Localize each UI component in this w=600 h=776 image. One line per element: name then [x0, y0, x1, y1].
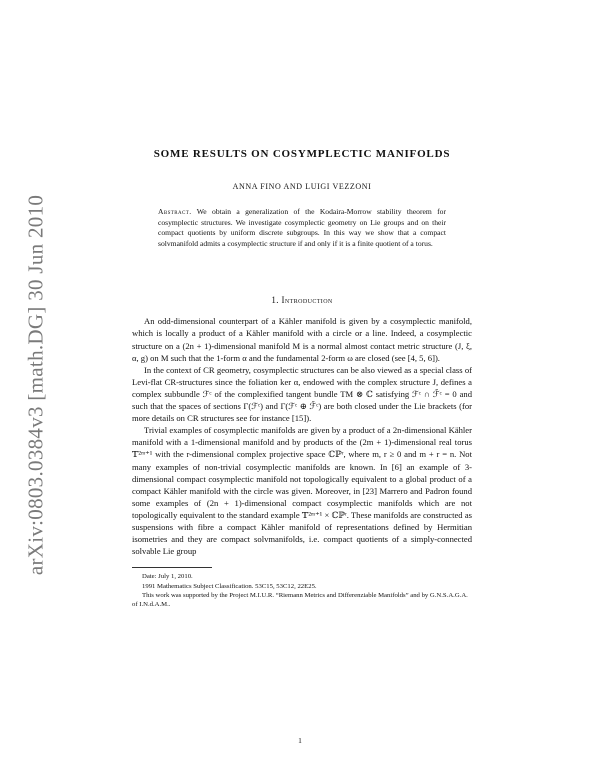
body-text: [132, 315, 472, 557]
footnote-divider: [132, 567, 212, 568]
section-title: Introduction: [281, 295, 333, 306]
paper-title: SOME RESULTS ON COSYMPLECTIC MANIFOLDS: [153, 148, 451, 160]
abstract: [158, 207, 446, 249]
footnote-date: Date: July 1, 2010.: [142, 573, 193, 581]
footnotes: [132, 572, 472, 610]
paper-page: [132, 148, 472, 610]
paragraph: In the context of CR geometry, cosymplectic structures can be also viewed as a special class of Levi-flat CR-structures since the foliation ker α, endowed with the complex structure J, defines a complex subbundle ℱᶜ of the complexified tangent bundle TM ⊗ ℂ satisfying ℱᶜ ∩ ℱ̄ᶜ = 0 and such that the spaces of sections Γ(ℱᶜ) and Γ(ℱᶜ ⊕ ℱ̄ᶜ) are both closed under the Lie brackets (for more details on CR structures see for instance [15]).: [132, 364, 472, 424]
arxiv-identifier-text: arXiv:0803.0384v3 [math.DG] 30 Jun 2010: [23, 194, 48, 576]
paragraph: Trivial examples of cosymplectic manifolds are given by a product of a 2n-dimensional Kähler manifold with a 1-dimensional manifold and by products of the (2m + 1)-dimensional real torus 𝕋²ᵐ⁺¹ with the r-dimensional complex projective space ℂℙʳ, where m, r ≥ 0 and m + r = n. Not many examples of non-trivial cosymplectic manifolds are known. In [6] an example of 3-dimensional compact cosymplectic manifold not topologically equivalent to a global product of a compact Kähler manifold with the circle was given. Moreover, in [23] Marrero and Padron found some examples of (2n + 1)-dimensional compact cosymplectic manifolds which are not topologically equivalent to the standard example 𝕋²ᵐ⁺¹ × ℂℙʳ. These manifolds are constructed as suspensions with fibre a compact Kähler manifold of representations defined by Hermitian isometries and they are compact solvmanifolds, i.e. compact quotients of a simply-connected solvable Lie group: [132, 425, 472, 557]
footnote-msc: 1991 Mathematics Subject Classification. 53C15, 53C12, 22E25.: [142, 582, 317, 590]
section-number: 1.: [271, 295, 279, 306]
arxiv-identifier-stamp: [22, 175, 50, 595]
paper-authors: ANNA FINO AND LUIGI VEZZONI: [232, 182, 372, 191]
page-number: 1: [298, 736, 302, 745]
footnote-funding: This work was supported by the Project M.I.U.R. “Riemann Metrics and Differenziable Manifolds” and by G.N.S.A.G.A. of I.N.d.A.M..: [132, 592, 468, 609]
section-heading: [132, 295, 472, 305]
paragraph: An odd-dimensional counterpart of a Kähler manifold is given by a cosymplectic manifold, which is locally a product of a Kähler manifold with a circle or a line. Indeed, a cosymplectic structure on a (2n + 1)-dimensional manifold M is a normal almost contact metric structure (J, ξ, α, g) on M such that the 1-form α and the fundamental 2-form ω are closed (see [4, 5, 6]).: [132, 316, 472, 363]
abstract-text: We obtain a generalization of the Kodaira-Morrow stability theorem for cosymplectic structures. We investigate cosymplectic geometry on Lie groups and on their compact quotients by uniform discrete subgroups. In this way we show that a compact solvmanifold admits a cosymplectic structure if and only if it is a finite quotient of a torus.: [158, 207, 446, 248]
abstract-label: Abstract.: [158, 207, 192, 216]
